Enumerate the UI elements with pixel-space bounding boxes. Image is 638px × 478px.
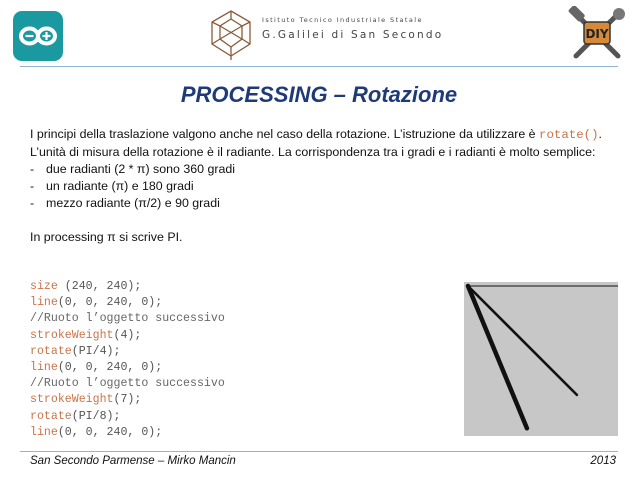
- rotation-demo-figure: [464, 282, 618, 436]
- footer-year: 2013: [590, 455, 616, 467]
- code-line: size (240, 240);: [30, 280, 142, 293]
- code-line: line(0, 0, 240, 0);: [30, 361, 163, 375]
- code-line: strokeWeight(4);: [30, 328, 142, 342]
- code-listing: [30, 279, 225, 441]
- code-line: line(0, 0, 240, 0);: [30, 296, 163, 310]
- code-line: strokeWeight(7);: [30, 393, 142, 407]
- demo-line-3: [468, 286, 527, 428]
- intro-text-after: . L’unità di misura della rotazione è il radiante. La corrispondenza tra i gradi e i radianti è molto semplice:: [30, 127, 602, 159]
- school-line-1: Istituto Tecnico Industriale Statale: [262, 16, 423, 24]
- list-item: - mezzo radiante (π/2) e 90 gradi: [30, 196, 220, 210]
- code-comment: //Ruoto l’oggetto successivo: [30, 312, 225, 326]
- demo-line-2: [468, 286, 577, 395]
- code-line: rotate(PI/8);: [30, 409, 121, 423]
- footer-divider: [20, 451, 618, 452]
- list-item: - un radiante (π) e 180 gradi: [30, 179, 194, 193]
- list-item: - due radianti (2 * π) sono 360 gradi: [30, 162, 236, 176]
- intro-paragraph: [30, 126, 620, 161]
- code-comment: //Ruoto l’oggetto successivo: [30, 377, 225, 391]
- arduino-logo: [13, 11, 63, 61]
- pi-note: In processing π si scrive PI.: [30, 230, 183, 244]
- rotate-function-code: rotate(): [539, 128, 599, 142]
- code-line: line(0, 0, 240, 0);: [30, 425, 163, 439]
- processing-output-canvas: [464, 282, 618, 436]
- header-divider: [20, 66, 618, 67]
- diy-tools-logo: [566, 6, 628, 62]
- polyhedron-logo: [206, 8, 256, 60]
- code-line: rotate(PI/4);: [30, 344, 121, 358]
- intro-text-before: I principi della traslazione valgono anche nel caso della rotazione. L’istruzione da utilizzare è: [30, 127, 536, 141]
- slide-body: [30, 126, 620, 246]
- footer-author: San Secondo Parmense – Mirko Mancin: [30, 455, 236, 467]
- school-line-2: G.Galilei di San Secondo: [262, 29, 444, 41]
- slide-title: PROCESSING – Rotazione: [180, 82, 458, 107]
- diy-label: DIY: [585, 27, 609, 41]
- school-name: [262, 16, 443, 41]
